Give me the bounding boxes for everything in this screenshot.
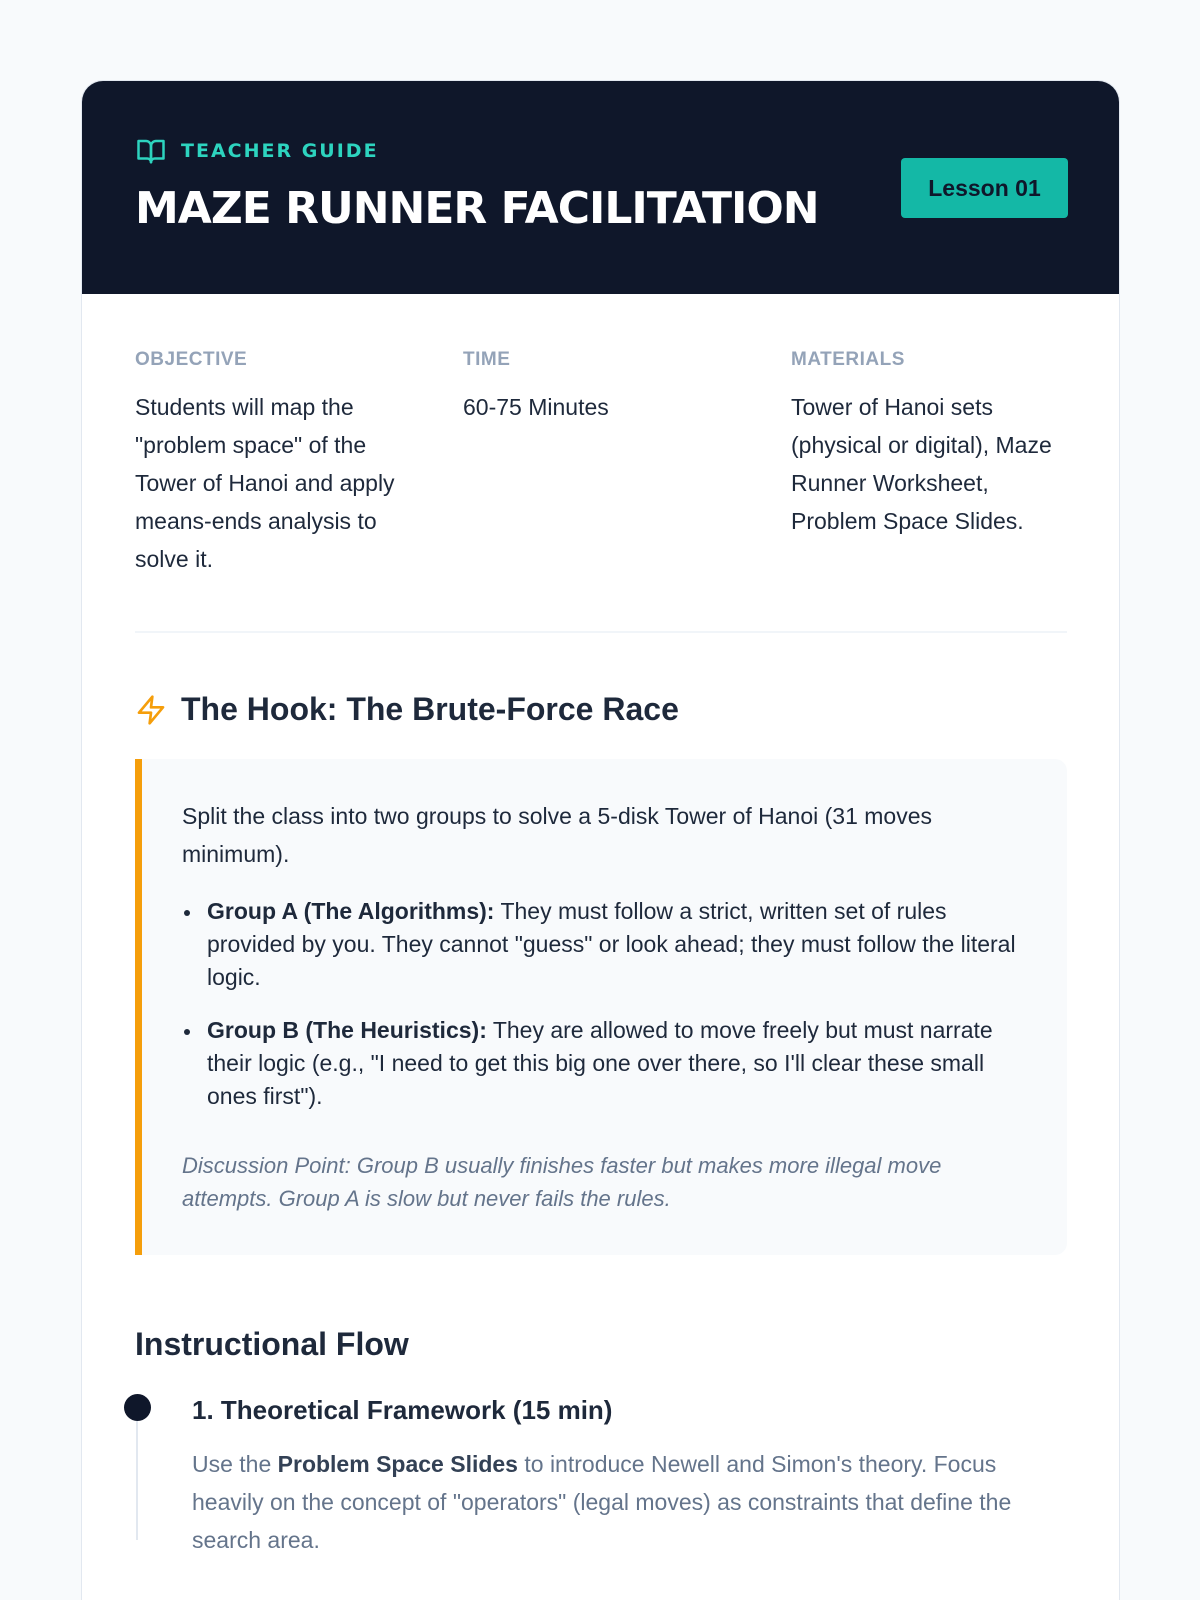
materials-section <box>791 349 1071 540</box>
hook-callout <box>135 759 1067 1255</box>
objective-label: OBJECTIVE <box>135 349 248 370</box>
timeline-dot <box>124 1394 151 1421</box>
lesson-card <box>81 80 1120 1600</box>
step-title: 1. Theoretical Framework (15 min) <box>192 1395 613 1425</box>
materials-value: Tower of Hanoi sets (physical or digital), Maze Runner Worksheet, Problem Space Slides. <box>791 394 1052 534</box>
step-body <box>192 1445 1062 1559</box>
guide-header <box>82 81 1119 294</box>
hook-title: The Hook: The Brute-Force Race <box>181 691 679 727</box>
page-title: MAZE RUNNER FACILITATION <box>135 183 819 234</box>
hook-intro: Split the class into two groups to solve a 5-disk Tower of Hanoi (31 moves minimum). <box>182 803 932 867</box>
list-item <box>182 1014 1032 1113</box>
section-divider <box>135 631 1067 633</box>
materials-label: MATERIALS <box>791 349 905 370</box>
time-section <box>463 349 743 426</box>
lesson-badge: Lesson 01 <box>901 158 1068 218</box>
group-a-text: They must follow a strict, written set of rules provided by you. They cannot "guess" or look ahead; they must follow the literal logic. <box>207 898 1016 990</box>
guide-label: TEACHER GUIDE <box>181 140 379 162</box>
group-a-name: Group A (The Algorithms): <box>207 898 495 924</box>
group-list <box>182 895 1032 1133</box>
time-value: 60-75 Minutes <box>463 394 609 420</box>
step-body-text: Use the <box>192 1451 278 1477</box>
group-b-text: They are allowed to move freely but must narrate their logic (e.g., "I need to get this big one over there, so I'll clear these small ones first"). <box>207 1017 993 1109</box>
objective-value: Students will map the "problem space" of the Tower of Hanoi and apply means-ends analysis to solve it. <box>135 394 395 572</box>
step-body-highlight: Problem Space Slides <box>277 1451 518 1477</box>
group-b-name: Group B (The Heuristics): <box>207 1017 487 1043</box>
guide-tag <box>135 136 379 166</box>
instructional-flow-heading: Instructional Flow <box>135 1326 409 1362</box>
objective-section <box>135 349 415 578</box>
list-item <box>182 895 1032 994</box>
hook-heading <box>135 691 679 728</box>
discussion-point: Discussion Point: Group B usually finishes faster but makes more illegal move attempts. Group A is slow but never fails the rules. <box>182 1153 942 1211</box>
step-body-text: to introduce Newell and Simon's theory. Focus heavily on the concept of "operators" (legal moves) as constraints that define the search area. <box>192 1451 1012 1553</box>
lightning-icon <box>135 693 167 727</box>
time-label: TIME <box>463 349 511 370</box>
book-open-icon <box>135 136 167 166</box>
